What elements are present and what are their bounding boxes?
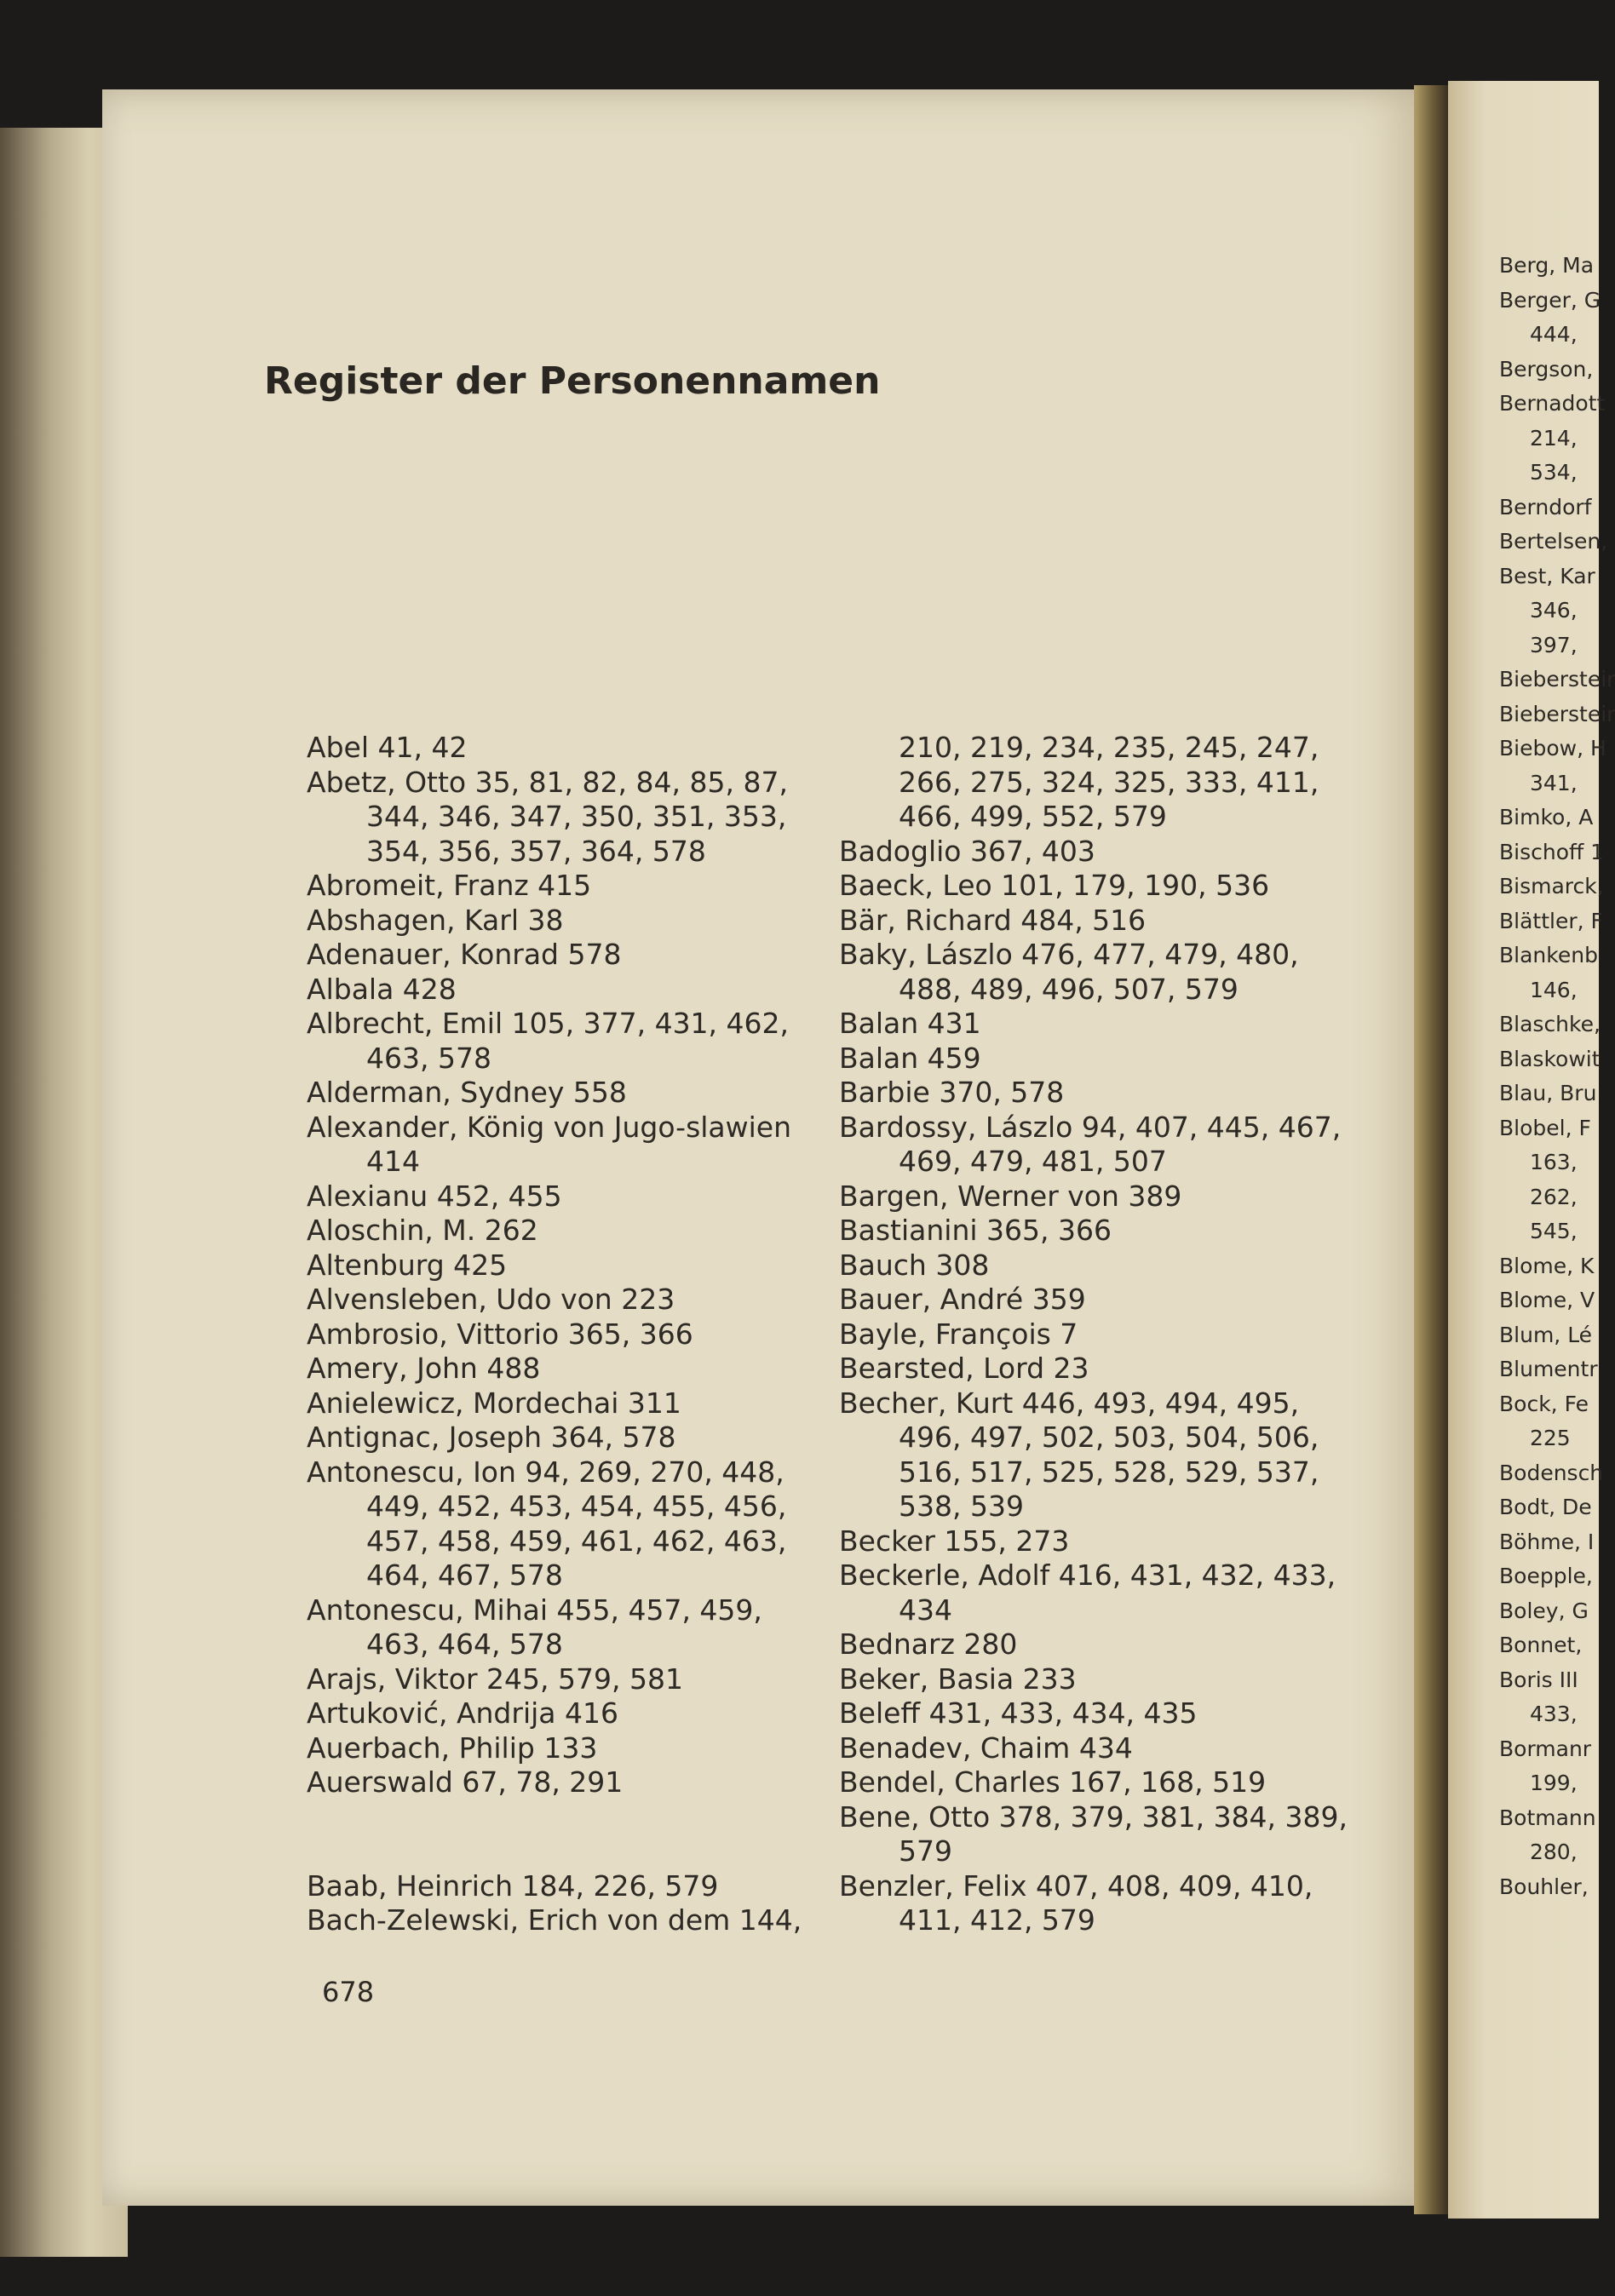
- index-entry: Auerswald 67, 78, 291: [307, 1765, 624, 1799]
- index-entry: Albala 428: [307, 972, 457, 1006]
- index-column-1: [307, 731, 818, 1938]
- right-page-entry: Bodensch: [1499, 1460, 1604, 1485]
- index-entry: Balan 431: [839, 1007, 981, 1040]
- index-entry: Bednarz 280: [839, 1627, 1018, 1661]
- index-entry: Anielewicz, Mordechai 311: [307, 1386, 681, 1420]
- right-page-entry: 346,: [1530, 598, 1578, 623]
- index-entry: Arajs, Viktor 245, 579, 581: [307, 1662, 683, 1696]
- right-page-entry: Blum, Lé: [1499, 1322, 1593, 1347]
- right-page-entry: Boris III: [1499, 1667, 1578, 1692]
- right-page-entry: Bouhler,: [1499, 1874, 1589, 1899]
- right-page-entry: 214,: [1530, 425, 1578, 451]
- index-entry: Bayle, François 7: [839, 1317, 1078, 1351]
- right-page-entry: Blaschke,: [1499, 1012, 1601, 1036]
- right-page-entry: Bock, Fe: [1499, 1391, 1589, 1416]
- right-page-entry: Bormanr: [1499, 1736, 1592, 1761]
- index-entry: Alvensleben, Udo von 223: [307, 1283, 675, 1316]
- right-page-entry: 397,: [1530, 632, 1578, 657]
- right-page-entry: Berger, G: [1499, 287, 1601, 313]
- index-column-2: [839, 731, 1350, 1938]
- index-entry: Antonescu, Mihai 455, 457, 459, 463, 464, 578: [307, 1593, 762, 1661]
- index-entry: Adenauer, Konrad 578: [307, 938, 622, 971]
- right-page-entry: 225: [1530, 1426, 1571, 1450]
- right-page-entry: Bonnet,: [1499, 1633, 1583, 1657]
- index-entry: Albrecht, Emil 105, 377, 431, 462, 463, 578: [307, 1007, 790, 1075]
- right-page-entry: 444,: [1530, 322, 1578, 347]
- right-page-entry: 534,: [1530, 460, 1578, 485]
- index-entry: Alderman, Sydney 558: [307, 1076, 627, 1109]
- right-page-entry: Blau, Bru: [1499, 1081, 1597, 1105]
- index-entry: Ambrosio, Vittorio 365, 366: [307, 1317, 693, 1351]
- right-page-entry: Blättler, F: [1499, 908, 1603, 933]
- right-page-entry: 280,: [1530, 1840, 1578, 1864]
- right-page-entry: 262,: [1530, 1184, 1578, 1209]
- index-entry: Abshagen, Karl 38: [307, 903, 564, 937]
- right-page-entry: Bimko, A: [1499, 805, 1594, 829]
- right-page-entry: Blaskowit: [1499, 1046, 1601, 1071]
- index-entry: Auerbach, Philip 133: [307, 1731, 598, 1765]
- right-page-entry: 199,: [1530, 1771, 1578, 1795]
- right-page-entry: Blumentr: [1499, 1357, 1598, 1381]
- index-entry: Bene, Otto 378, 379, 381, 384, 389, 579: [839, 1799, 1348, 1868]
- index-entry: Alexianu 452, 455: [307, 1179, 562, 1213]
- right-page-entry: Berg, Ma: [1499, 253, 1595, 278]
- index-entry: Baky, Lászlo 476, 477, 479, 480, 488, 489, 496, 507, 579: [839, 938, 1299, 1006]
- index-entry: Balan 459: [839, 1041, 981, 1075]
- right-page-entry: 545,: [1530, 1219, 1578, 1243]
- right-page-entry: Bismarck,: [1499, 874, 1604, 898]
- right-page-entry: Blome, K: [1499, 1253, 1595, 1278]
- index-entry: Baab, Heinrich 184, 226, 579: [307, 1868, 719, 1903]
- index-entry: Becker 155, 273: [839, 1524, 1070, 1558]
- index-entry: Abetz, Otto 35, 81, 82, 84, 85, 87, 344, 346, 347, 350, 351, 353, 354, 356, 357, 364, 578: [307, 765, 788, 868]
- right-page-entry: Bischoff 1: [1499, 839, 1605, 864]
- index-entry: Artuković, Andrija 416: [307, 1696, 618, 1730]
- right-page-entry: Bergson,: [1499, 356, 1594, 382]
- index-entry: Beckerle, Adolf 416, 431, 432, 433, 434: [839, 1558, 1336, 1627]
- index-entry-continuation: 210, 219, 234, 235, 245, 247, 266, 275, 324, 325, 333, 411, 466, 499, 552, 579: [899, 731, 1319, 833]
- right-page-entry: Berndorf: [1499, 494, 1592, 519]
- right-page-entry: 146,: [1530, 977, 1578, 1002]
- index-entry: Antignac, Joseph 364, 578: [307, 1421, 676, 1454]
- right-page-entry: 433,: [1530, 1702, 1578, 1726]
- index-entry: Bär, Richard 484, 516: [839, 903, 1147, 937]
- index-entry: Bargen, Werner von 389: [839, 1179, 1182, 1213]
- right-page-entry: Böhme, I: [1499, 1529, 1595, 1554]
- index-entry: Altenburg 425: [307, 1248, 508, 1282]
- index-entry: Benzler, Felix 407, 408, 409, 410, 411, 412, 579: [839, 1868, 1313, 1937]
- right-page-entry: Bodt, De: [1499, 1495, 1592, 1519]
- index-entry: Aloschin, M. 262: [307, 1214, 538, 1247]
- right-page-entry: Boley, G: [1499, 1598, 1589, 1623]
- letter-group-gap: [307, 1800, 818, 1869]
- right-page-entry: 341,: [1530, 770, 1578, 795]
- index-entry: Bauch 308: [839, 1248, 990, 1282]
- index-entry: Bach-Zelewski, Erich von dem 144,: [307, 1903, 802, 1937]
- index-entry: Barbie 370, 578: [839, 1076, 1065, 1109]
- page-number: 678: [322, 1976, 375, 2008]
- right-page-entry: Bertelsen,: [1499, 529, 1608, 554]
- index-entry: Antonescu, Ion 94, 269, 270, 448, 449, 452, 453, 454, 455, 456, 457, 458, 459, 461, 462, 463, 464, 467, 578: [307, 1455, 787, 1592]
- index-entry: Becher, Kurt 446, 493, 494, 495, 496, 497, 502, 503, 504, 506, 516, 517, 525, 528, 529, 537, 538, 539: [839, 1386, 1319, 1523]
- index-entry: Beleff 431, 433, 434, 435: [839, 1696, 1198, 1730]
- index-entry: Badoglio 367, 403: [839, 834, 1095, 868]
- right-page-entry: Blome, V: [1499, 1288, 1595, 1312]
- right-page-entry: Best, Kar: [1499, 563, 1595, 588]
- right-page-entry: Biebow, H: [1499, 736, 1606, 761]
- index-entry: Bastianini 365, 366: [839, 1214, 1112, 1247]
- right-page-entry: Biebersteir: [1499, 667, 1615, 692]
- right-page-entry: Boepple,: [1499, 1564, 1593, 1588]
- index-entry: Abel 41, 42: [307, 731, 468, 764]
- index-entry: Baeck, Leo 101, 179, 190, 536: [839, 869, 1270, 902]
- book-gutter: [1414, 85, 1452, 2214]
- page-title: Register der Personennamen: [264, 359, 881, 403]
- right-page-entry: Bernadott: [1499, 391, 1606, 416]
- right-page-entry: Botmann: [1499, 1805, 1596, 1830]
- right-page-entry: Blobel, F: [1499, 1115, 1591, 1140]
- index-entry: Bauer, André 359: [839, 1283, 1086, 1316]
- index-entry: Bendel, Charles 167, 168, 519: [839, 1765, 1267, 1799]
- index-entry: Bardossy, Lászlo 94, 407, 445, 467, 469, 479, 481, 507: [839, 1110, 1342, 1178]
- right-page-index-column: [1499, 249, 1615, 1904]
- index-entry: Abromeit, Franz 415: [307, 869, 592, 902]
- index-entry: Beker, Basia 233: [839, 1662, 1077, 1696]
- index-entry: Bearsted, Lord 23: [839, 1352, 1089, 1385]
- right-page-entry: Biebersteir: [1499, 701, 1615, 726]
- index-entry: Benadev, Chaim 434: [839, 1731, 1133, 1765]
- right-page-entry: Blankenb: [1499, 943, 1598, 967]
- right-page-entry: 163,: [1530, 1150, 1578, 1174]
- index-entry: Amery, John 488: [307, 1352, 541, 1385]
- index-entry: Alexander, König von Jugo-slawien 414: [307, 1110, 792, 1178]
